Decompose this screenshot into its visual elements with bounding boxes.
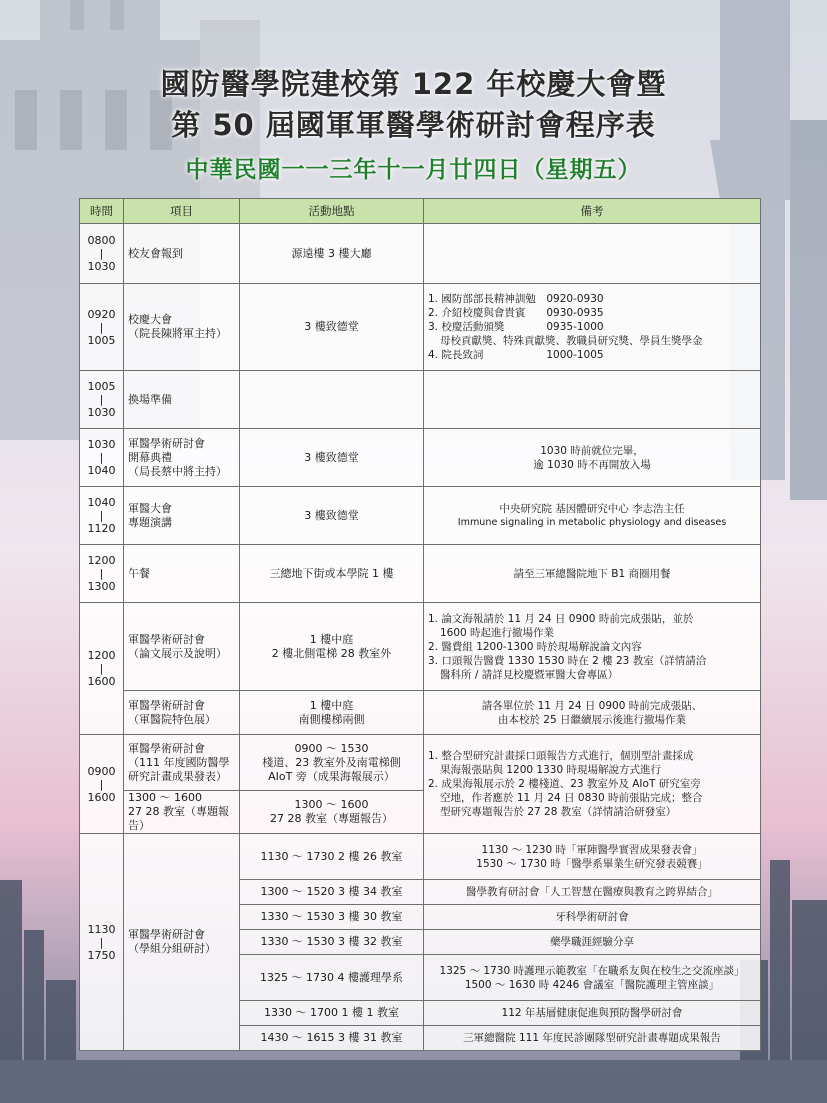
table-row xyxy=(80,834,761,880)
venue-cell: 3 樓致德堂 xyxy=(240,429,424,487)
header-time: 時間 xyxy=(80,199,124,224)
item-cell: 校友會報到 xyxy=(124,224,240,284)
time-cell: 1005 | 1030 xyxy=(80,371,124,429)
item-cell: 軍醫學術研討會 （軍醫院特色展） xyxy=(124,691,240,735)
venue-cell: 源遠樓 3 樓大廳 xyxy=(240,224,424,284)
venue-cell: 1130 ～ 1730 2 樓 26 教室 xyxy=(240,834,424,880)
note-cell: 112 年基層健康促進與預防醫學研討會 xyxy=(424,1001,761,1026)
note-cell xyxy=(424,371,761,429)
venue-cell: 1 樓中庭 南側樓梯兩側 xyxy=(240,691,424,735)
time-cell: 1040 | 1120 xyxy=(80,487,124,545)
venue-cell: 1300 ～ 1600 27 28 教室（專題報告） xyxy=(240,791,424,834)
table-row xyxy=(80,691,761,735)
venue-cell: 1430 ～ 1615 3 樓 31 教室 xyxy=(240,1026,424,1051)
item-cell: 軍醫學術研討會 （論文展示及說明） xyxy=(124,603,240,691)
time-cell: 1030 | 1040 xyxy=(80,429,124,487)
header-note: 備考 xyxy=(424,199,761,224)
item-cell: 軍醫學術研討會 開幕典禮 （局長蔡中將主持） xyxy=(124,429,240,487)
note-cell: 三軍總醫院 111 年度民診團隊型研究計畫專題成果報告 xyxy=(424,1026,761,1051)
title-line-2: 第 50 屆國軍軍醫學術研討會程序表 xyxy=(171,108,656,142)
venue-cell: 1300 ～ 1520 3 樓 34 教室 xyxy=(240,880,424,905)
venue-cell: 1325 ～ 1730 4 樓護理學系 xyxy=(240,955,424,1001)
table-row xyxy=(80,735,761,791)
venue-cell: 3 樓致德堂 xyxy=(240,487,424,545)
note-cell: 1325 ～ 1730 時護理示範教室「在職系友與在校生之交流座談」 1500 ～ 1630 時 4246 會議室「醫院護理主管座談」 xyxy=(424,955,761,1001)
note-cell xyxy=(424,224,761,284)
note-cell: 中央研究院 基因體研究中心 李志浩主任 Immune signaling in metabolic physiology and diseases xyxy=(424,487,761,545)
time-cell: 1130 | 1750 xyxy=(80,834,124,1051)
venue-cell: 三總地下街或本學院 1 樓 xyxy=(240,545,424,603)
item-cell: 換場準備 xyxy=(124,371,240,429)
item-cell: 軍醫大會 專題演講 xyxy=(124,487,240,545)
time-cell: 0900 | 1600 xyxy=(80,735,124,834)
item-cell: 1300 ～ 1600 27 28 教室（專題報告） xyxy=(124,791,240,834)
note-cell: 1. 國防部部長精神訓勉 0920-0930 2. 介紹校慶與會貴賓 0930-0935 3. 校慶活動頒獎 0935-1000 母校貢獻獎、特殊貢獻獎、教職員研究獎、學員生獎學金 4. 院長致詞 1000-1005 xyxy=(424,284,761,371)
item-cell: 校慶大會 （院長陳將軍主持） xyxy=(124,284,240,371)
item-cell: 午餐 xyxy=(124,545,240,603)
venue-cell: 1330 ～ 1700 1 樓 1 教室 xyxy=(240,1001,424,1026)
time-cell: 0920 | 1005 xyxy=(80,284,124,371)
venue-cell: 1330 ～ 1530 3 樓 30 教室 xyxy=(240,905,424,930)
table-row xyxy=(80,429,761,487)
header-item: 項目 xyxy=(124,199,240,224)
table-row xyxy=(80,371,761,429)
note-cell: 牙科學術研討會 xyxy=(424,905,761,930)
item-cell: 軍醫學術研討會 （學組分組研討） xyxy=(124,834,240,1051)
time-cell: 1200 | 1600 xyxy=(80,603,124,735)
venue-cell: 1 樓中庭 2 樓北側電梯 28 教室外 xyxy=(240,603,424,691)
note-cell: 請各單位於 11 月 24 日 0900 時前完成張貼、 由本校於 25 日繼續展示後進行撤場作業 xyxy=(424,691,761,735)
venue-cell: 1330 ～ 1530 3 樓 32 教室 xyxy=(240,930,424,955)
note-cell: 藥學職涯經驗分享 xyxy=(424,930,761,955)
item-cell: 軍醫學術研討會 （111 年度國防醫學 研究計畫成果發表） xyxy=(124,735,240,791)
note-cell: 1. 整合型研究計畫採口頭報告方式進行，個別型計畫採成 果海報張貼與 1200 1330 時現場解說方式進行 2. 成果海報展示於 2 樓棧道、23 教室外及 AIoT 研究室旁 空地，作者應於 11 月 24 日 0830 時前張貼完成；整合 型研究專題報告於 27 28 教室（詳情請洽研發室） xyxy=(424,735,761,834)
note-cell: 1130 ～ 1230 時「軍陣醫學實習成果發表會」 1530 ～ 1730 時「醫學系畢業生研究發表競賽」 xyxy=(424,834,761,880)
note-cell: 1. 論文海報請於 11 月 24 日 0900 時前完成張貼，並於 1600 時起進行撤場作業 2. 醫費組 1200-1300 時於現場解說論文內容 3. 口頭報告醫費 1330 1530 時在 2 樓 23 教室（詳情請洽 醫科所 / 請詳見校慶暨軍醫大會專區） xyxy=(424,603,761,691)
table-row xyxy=(80,603,761,691)
venue-cell xyxy=(240,371,424,429)
table-row xyxy=(80,487,761,545)
title-line-1: 國防醫學院建校第 122 年校慶大會暨 xyxy=(160,67,667,101)
time-cell: 1200 | 1300 xyxy=(80,545,124,603)
note-cell: 醫學教育研討會「人工智慧在醫療與教育之跨界結合」 xyxy=(424,880,761,905)
table-row xyxy=(80,224,761,284)
table-row xyxy=(80,284,761,371)
header-venue: 活動地點 xyxy=(240,199,424,224)
note-cell: 請至三軍總醫院地下 B1 商圈用餐 xyxy=(424,545,761,603)
event-date: 中華民國一一三年十一月廿四日（星期五） xyxy=(185,157,642,183)
venue-cell: 3 樓致德堂 xyxy=(240,284,424,371)
schedule-table xyxy=(79,198,761,1051)
table-row xyxy=(80,545,761,603)
venue-cell: 0900 ～ 1530 棧道、23 教室外及南電梯側 AIoT 旁（成果海報展示） xyxy=(240,735,424,791)
note-cell: 1030 時前就位完畢， 逾 1030 時不再開放入場 xyxy=(424,429,761,487)
header-row xyxy=(80,199,761,224)
time-cell: 0800 | 1030 xyxy=(80,224,124,284)
